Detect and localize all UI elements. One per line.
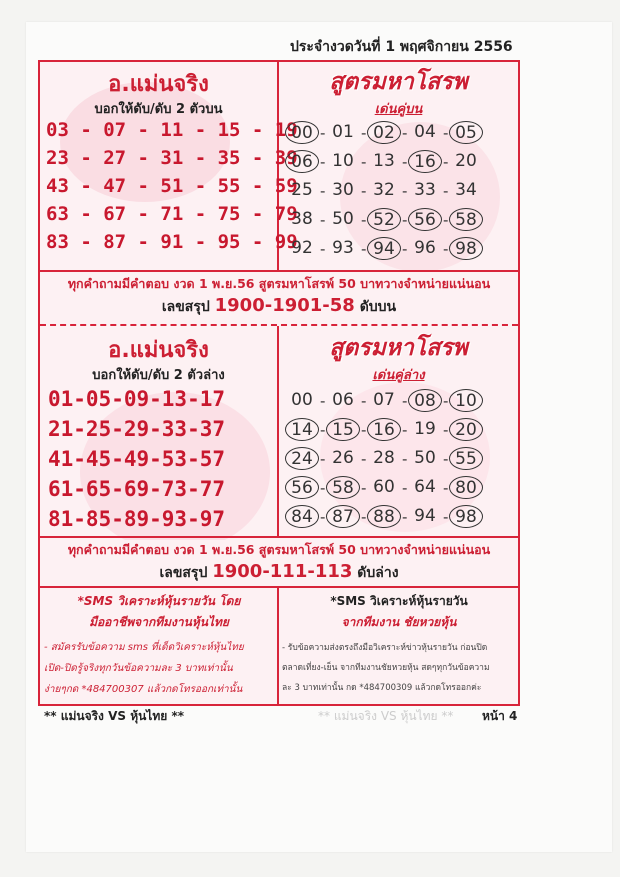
circled-number: 05	[449, 121, 483, 144]
number-row: 41-45-49-53-57	[48, 447, 226, 471]
separator: -	[320, 123, 326, 142]
separator: -	[402, 210, 408, 229]
notice-text: ทุกคำถามมีคำตอบ งวด 1 พ.ย.56 สูตรมหาโสรพ์ 50 บาทวางจำหน่ายแน่นอน	[67, 542, 491, 557]
sms-text: ละ 3 บาทเท่านั้น กด *484700309 แล้วกดโทรออกค่ะ	[282, 683, 482, 693]
summary-line	[40, 295, 518, 318]
summary-number: 1900-1901-58	[214, 295, 355, 316]
number-row	[285, 147, 483, 176]
row-divider	[40, 536, 518, 538]
number-row	[285, 502, 483, 531]
separator: -	[402, 152, 408, 171]
number: 25	[291, 180, 313, 200]
number: 06	[332, 390, 354, 410]
sms-heading: จากทีมงาน ชัยหวยหุ้น	[341, 615, 457, 629]
circled-number: 88	[367, 505, 401, 528]
summary-suffix: ดับบน	[359, 299, 397, 315]
circled-number: 58	[326, 476, 360, 499]
number: 50	[332, 209, 354, 229]
summary-suffix: ดับล่าง	[357, 565, 399, 581]
number: 07	[373, 390, 395, 410]
separator: -	[320, 239, 326, 258]
separator: -	[320, 420, 326, 439]
circled-number: 16	[408, 150, 442, 173]
circled-number: 24	[285, 447, 319, 470]
separator: -	[320, 391, 326, 410]
number: 94	[414, 506, 436, 526]
sms-ad-left	[44, 592, 274, 697]
sms-heading: *SMS วิเคราะห์หุ้นรายวัน	[330, 594, 468, 608]
separator: -	[361, 239, 367, 258]
separator: -	[443, 478, 449, 497]
separator: -	[443, 181, 449, 200]
circled-number: 98	[449, 505, 483, 528]
separator: -	[402, 391, 408, 410]
top-right-title: สูตรมหาโสรพ	[329, 69, 468, 95]
summary-number: 1900-111-113	[212, 561, 353, 582]
bottom-left-numbers	[48, 384, 225, 534]
circled-number: 87	[326, 505, 360, 528]
summary-label: เลขสรุป	[161, 299, 210, 315]
separator: -	[402, 181, 408, 200]
bottom-notice	[40, 540, 518, 584]
circled-number: 02	[367, 121, 401, 144]
top-notice	[40, 274, 518, 318]
sms-text: - รับข้อความส่งตรงถึงมือวิเคราะห์ข่าวหุ้นรายวัน ก่อนปิด	[282, 643, 488, 653]
issue-date: ประจำงวดวันที่ 1 พฤศจิกายน 2556	[290, 39, 513, 55]
number-row	[285, 118, 483, 147]
circled-number: 94	[367, 237, 401, 260]
bottom-right-numbers	[285, 386, 483, 531]
separator: -	[361, 391, 367, 410]
number-row	[285, 444, 483, 473]
number-row	[285, 234, 483, 263]
separator: -	[361, 210, 367, 229]
circled-number: 56	[408, 208, 442, 231]
number-row	[285, 176, 483, 205]
number-row: 21-25-29-33-37	[48, 417, 226, 441]
separator: -	[443, 210, 449, 229]
circled-number: 56	[285, 476, 319, 499]
sms-text: ตลาดเที่ยง-เย็น จากทีมงานชัยหวยหุ้น สดๆทุกวันข้อความ	[282, 663, 490, 673]
number: 33	[414, 180, 436, 200]
sms-heading: มืออาชีพจากทีมงานหุ้นไทย	[89, 615, 229, 629]
number: 01	[332, 122, 354, 142]
separator: -	[443, 239, 449, 258]
separator: -	[361, 478, 367, 497]
number-row	[285, 205, 483, 234]
summary-line	[40, 561, 518, 584]
number: 28	[373, 448, 395, 468]
circled-number: 98	[449, 237, 483, 260]
circled-number: 08	[408, 389, 442, 412]
separator: -	[320, 507, 326, 526]
sms-text: ง่ายๆกด *484700307 แล้วกดโทรออกเท่านั้น	[44, 684, 243, 695]
top-left-numbers	[46, 116, 298, 256]
number: 50	[414, 448, 436, 468]
separator: -	[320, 210, 326, 229]
number: 38	[291, 209, 313, 229]
number-row: 81-85-89-93-97	[48, 507, 226, 531]
number: 64	[414, 477, 436, 497]
bottom-right-title: สูตรมหาโสรพ	[329, 335, 468, 361]
top-right-subtitle: เด่นคู่บน	[374, 102, 423, 117]
separator: -	[320, 478, 326, 497]
separator: -	[402, 478, 408, 497]
separator: -	[320, 152, 326, 171]
summary-label: เลขสรุป	[159, 565, 208, 581]
number: 19	[414, 419, 436, 439]
content-frame	[38, 60, 520, 706]
number-row	[285, 386, 483, 415]
bleed-through-text: ** แม่นจริง VS หุ้นไทย **	[318, 709, 454, 723]
number-row	[285, 415, 483, 444]
separator: -	[361, 420, 367, 439]
separator: -	[402, 123, 408, 142]
number-row	[285, 473, 483, 502]
number-row: 23 - 27 - 31 - 35 - 39	[46, 147, 298, 169]
circled-number: 84	[285, 505, 319, 528]
separator: -	[402, 507, 408, 526]
circled-number: 52	[367, 208, 401, 231]
column-divider	[277, 588, 279, 704]
separator: -	[361, 152, 367, 171]
circled-number: 16	[367, 418, 401, 441]
circled-number: 58	[449, 208, 483, 231]
sms-text: - สมัครรับข้อความ sms ที่เด็ดวิเคราะห์หุ้นไทย	[44, 642, 244, 653]
top-left-title: อ.แม่นจริง	[108, 72, 209, 97]
number-row: 61-65-69-73-77	[48, 477, 226, 501]
separator: -	[443, 152, 449, 171]
number-row: 63 - 67 - 71 - 75 - 79	[46, 203, 298, 225]
bottom-right-subtitle: เด่นคู่ล่าง	[372, 368, 425, 383]
separator: -	[443, 449, 449, 468]
separator: -	[320, 449, 326, 468]
separator: -	[443, 391, 449, 410]
page-number: หน้า 4	[482, 709, 518, 723]
separator: -	[320, 181, 326, 200]
number: 30	[332, 180, 354, 200]
circled-number: 80	[449, 476, 483, 499]
sms-text: เปิด-ปิดรู้จริงทุกวันข้อความละ 3 บาทเท่านั้น	[44, 663, 233, 674]
number: 60	[373, 477, 395, 497]
number: 00	[291, 390, 313, 410]
number: 34	[455, 180, 477, 200]
top-right-numbers	[285, 118, 483, 263]
number: 96	[414, 238, 436, 258]
cut-line	[40, 324, 518, 326]
number: 10	[332, 151, 354, 171]
row-divider	[40, 586, 518, 588]
separator: -	[443, 123, 449, 142]
circled-number: 55	[449, 447, 483, 470]
separator: -	[443, 507, 449, 526]
separator: -	[361, 181, 367, 200]
number: 26	[332, 448, 354, 468]
circled-number: 10	[449, 389, 483, 412]
circled-number: 06	[285, 150, 319, 173]
bottom-left-subtitle: บอกให้ดับ/ดับ 2 ตัวล่าง	[92, 368, 225, 383]
separator: -	[402, 239, 408, 258]
circled-number: 20	[449, 418, 483, 441]
bottom-left-title: อ.แม่นจริง	[108, 338, 209, 363]
notice-text: ทุกคำถามมีคำตอบ งวด 1 พ.ย.56 สูตรมหาโสรพ์ 50 บาทวางจำหน่ายแน่นอน	[67, 276, 491, 291]
separator: -	[443, 420, 449, 439]
separator: -	[361, 123, 367, 142]
number-row: 03 - 07 - 11 - 15 - 19	[46, 119, 298, 141]
circled-number: 15	[326, 418, 360, 441]
number-row: 83 - 87 - 91 - 95 - 99	[46, 231, 298, 253]
number-row: 43 - 47 - 51 - 55 - 59	[46, 175, 298, 197]
circled-number: 00	[285, 121, 319, 144]
number: 92	[291, 238, 313, 258]
sms-heading: *SMS วิเคราะห์หุ้นรายวัน โดย	[77, 594, 241, 608]
number: 20	[455, 151, 477, 171]
separator: -	[361, 507, 367, 526]
top-left-subtitle: บอกให้ดับ/ดับ 2 ตัวบน	[94, 102, 223, 117]
number: 93	[332, 238, 354, 258]
number: 04	[414, 122, 436, 142]
number-row: 01-05-09-13-17	[48, 387, 226, 411]
sms-ad-right	[282, 592, 516, 694]
number: 13	[373, 151, 395, 171]
separator: -	[361, 449, 367, 468]
row-divider	[40, 270, 518, 272]
footer-caption: ** แม่นจริง VS หุ้นไทย **	[44, 709, 185, 723]
number: 32	[373, 180, 395, 200]
separator: -	[402, 420, 408, 439]
separator: -	[402, 449, 408, 468]
circled-number: 14	[285, 418, 319, 441]
